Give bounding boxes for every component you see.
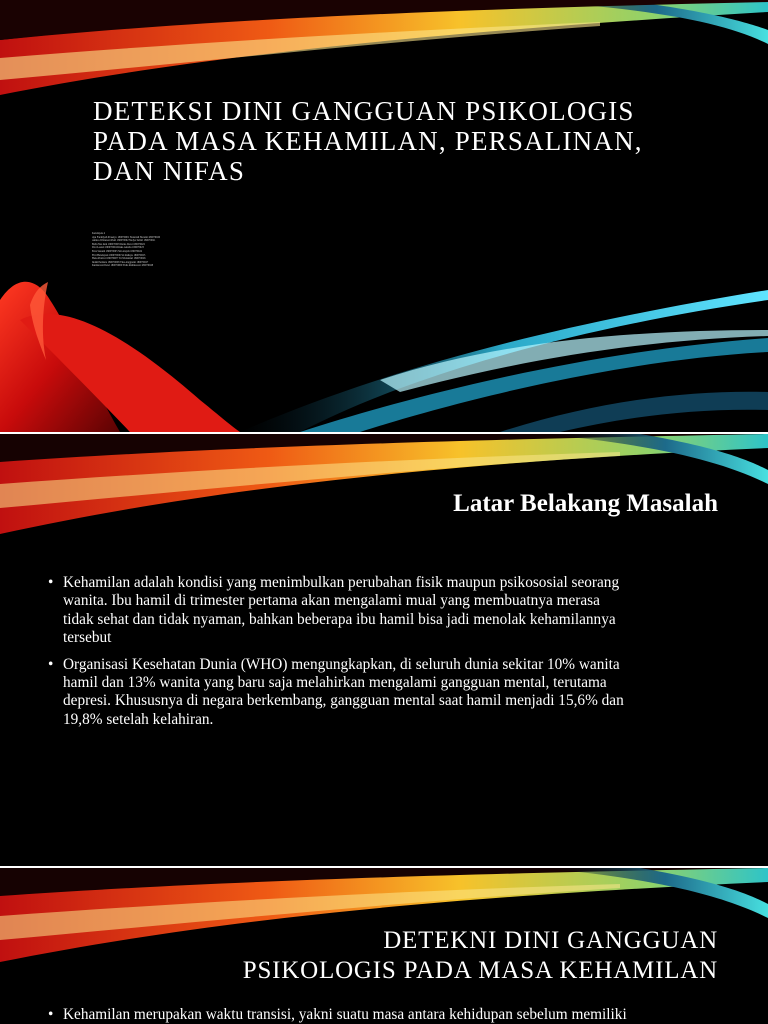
title-line: DAN NIFAS — [93, 156, 246, 186]
bullet-dot: • — [48, 1006, 54, 1023]
title-line: DETEKNI DINI GANGGUAN — [383, 927, 718, 954]
bullet-dot: • — [48, 655, 54, 673]
bullet-dot: • — [48, 574, 54, 591]
presentation-title — [93, 96, 693, 186]
top-swoosh-decoration — [0, 0, 768, 432]
pregnancy-slide — [0, 868, 768, 1024]
bullet-line: Kehamilan adalah kondisi yang menimbulkan perubahan fisik maupun psikososial seorang — [63, 574, 620, 591]
bullet-list — [48, 574, 728, 737]
bullet-line: tidak sehat dan tidak nyaman, bahkan beberapa ibu hamil bisa jadi menolak kehamilannya — [63, 610, 616, 628]
bullet-line: hamil dan 13% wanita yang baru saja melahirkan mengalami gangguan mental, terutama — [63, 674, 607, 692]
author-line: Fitri Handayani 180070006 Sri Rahayu 180070025 — [92, 253, 146, 257]
author-list — [92, 232, 232, 268]
author-line: Indah Permata 180070008 Vina Anggraini 180070027 — [92, 260, 149, 264]
bullet-item — [48, 574, 728, 648]
author-line: Erna Susanti 180070005 Siti Aisyah 180070024 — [92, 249, 142, 253]
author-line: Ayu Farahiyah Prasetyo 180070001 Nazariah Nuraini 180070020 — [92, 235, 161, 239]
bullet-line: 19,8% setelah kelahiran. — [63, 710, 214, 728]
title-line: PADA MASA KEHAMILAN, PERSALINAN, — [93, 126, 643, 156]
bullet-line: wanita. Ibu hamil di trimester pertama akan mengalami mual yang membuatnya merasa — [63, 592, 600, 610]
bullet-list — [48, 1006, 728, 1024]
bullet-item — [48, 1006, 728, 1024]
bullet-line: depresi. Khususnya di negara berkembang, gangguan mental saat hamil menjadi 15,6% dan — [63, 692, 624, 710]
slide-title — [243, 926, 718, 986]
bullet-line: Kehamilan merupakan waktu transisi, yakni suatu masa antara kehidupan sebelum memiliki — [63, 1006, 627, 1023]
bullet-item — [48, 656, 728, 730]
background-slide — [0, 434, 768, 866]
bullet-line: tersebut — [63, 629, 112, 647]
author-line: Annisa Wulansari Putri 180070002 Nadya Safitri 180070021 — [92, 239, 156, 243]
author-line: Kurniawati Dewi 180070009 Yulia Rahmawati 180070028 — [92, 264, 154, 268]
author-line: Hana Pratiwi 180070007 Tri Wulandari 180070026 — [92, 257, 146, 261]
author-line: Dwi Lestari 180070004 Rizka Amalia 180070023 — [92, 246, 144, 250]
slide-title: Latar Belakang Masalah — [453, 490, 718, 517]
author-line: Bella Nur Aini 180070003 Ratna Dewi 180070022 — [92, 242, 145, 246]
title-slide — [0, 0, 768, 432]
author-line: Kelompok 4 — [92, 232, 105, 235]
bullet-line: Organisasi Kesehatan Dunia (WHO) mengungkapkan, di seluruh dunia sekitar 10% wanita — [63, 655, 620, 673]
title-line: DETEKSI DINI GANGGUAN PSIKOLOGIS — [93, 96, 635, 126]
title-line: PSIKOLOGIS PADA MASA KEHAMILAN — [242, 957, 718, 984]
